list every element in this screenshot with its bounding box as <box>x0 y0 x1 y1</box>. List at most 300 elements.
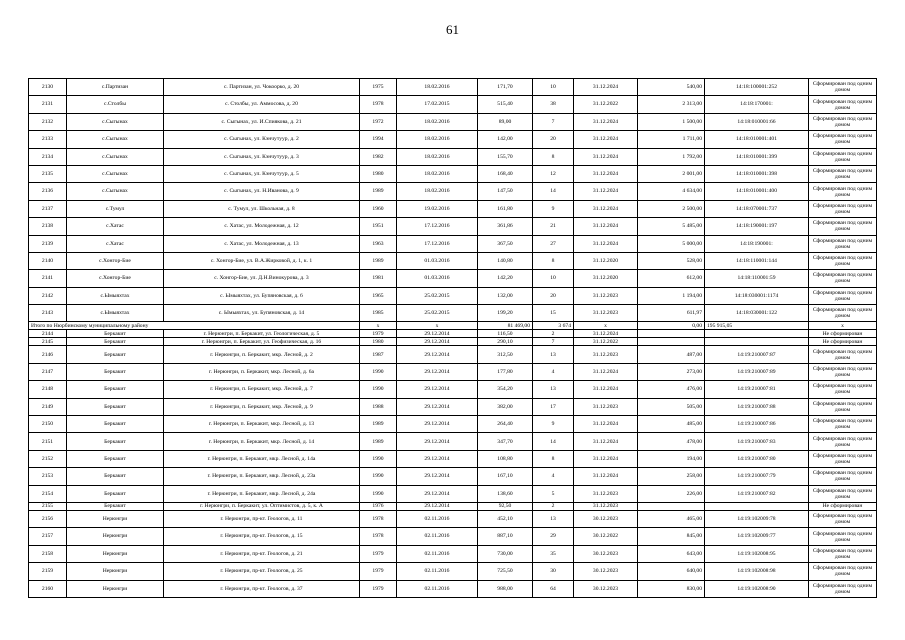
cadastral-number-cell: 14:19:102008:98 <box>705 563 809 580</box>
inclusion-date-cell: 25.02.2015 <box>397 287 478 304</box>
status-cell: Сформирован под одним домом <box>809 485 877 502</box>
deadline-cell: 31.12.2023 <box>574 398 638 415</box>
cadastral-number-cell: 14:19:210007:83 <box>705 433 809 450</box>
table-row <box>29 528 877 545</box>
land-area-cell: 476,00 <box>638 381 705 398</box>
residents-cell: 38 <box>533 96 574 113</box>
table-row <box>29 252 877 269</box>
settlement-cell: Нерюнгри <box>67 545 164 562</box>
inclusion-date-cell: 18.02.2016 <box>397 79 478 96</box>
row-number-cell: 2132 <box>29 113 67 130</box>
area-cell: 264,40 <box>478 416 533 433</box>
residents-cell: 5 <box>533 485 574 502</box>
table-row <box>29 305 877 322</box>
table-row <box>29 381 877 398</box>
row-number-cell: 2152 <box>29 450 67 467</box>
inclusion-date-cell: 17.12.2016 <box>397 218 478 235</box>
area-cell: 177,80 <box>478 363 533 380</box>
land-area-cell: 5 000,00 <box>638 235 705 252</box>
status-cell: Сформирован под одним домом <box>809 528 877 545</box>
area-cell: 138,60 <box>478 485 533 502</box>
area-cell: 171,70 <box>478 79 533 96</box>
land-area-cell: 258,00 <box>638 468 705 485</box>
land-area-cell: 1 500,00 <box>638 113 705 130</box>
year-cell: 1979 <box>360 330 397 338</box>
table-row <box>29 287 877 304</box>
inclusion-date-cell: 29.12.2014 <box>397 381 478 398</box>
row-number-cell: 2158 <box>29 545 67 562</box>
deadline-cell: 31.12.2022 <box>574 96 638 113</box>
land-area-cell <box>638 338 705 346</box>
area-cell: 116,50 <box>478 330 533 338</box>
address-cell: г. Нерюнгри, п. Беркакит, мкр. Лесной, д. 6а <box>164 363 360 380</box>
inclusion-date-cell: 19.02.2016 <box>397 200 478 217</box>
address-cell: с. Хатас, ул. Молодежная, д. 12 <box>164 218 360 235</box>
settlement-cell: Беркакит <box>67 485 164 502</box>
row-number-cell: 2149 <box>29 398 67 415</box>
residents-cell: 7 <box>533 113 574 130</box>
address-cell: г. Нерюнгри, пр-кт. Геологов, д. 15 <box>164 528 360 545</box>
land-area-cell: 830,00 <box>638 580 705 597</box>
settlement-cell: с.Хатас <box>67 235 164 252</box>
address-cell: г. Нерюнгри, п. Беркакит, мкр. Лесной, д. 24а <box>164 485 360 502</box>
area-cell: 89,00 <box>478 113 533 130</box>
residents-cell: 12 <box>533 165 574 182</box>
table-row <box>29 338 877 346</box>
area-cell: 199,20 <box>478 305 533 322</box>
residents-cell: 64 <box>533 580 574 597</box>
settlement-cell: Нерюнгри <box>67 563 164 580</box>
inclusion-date-cell: 18.02.2016 <box>397 113 478 130</box>
table-row <box>29 79 877 96</box>
residents-cell: 17 <box>533 398 574 415</box>
area-cell: 140,80 <box>478 252 533 269</box>
cadastral-number-cell: 14:19:210007:87 <box>705 346 809 363</box>
year-cell: 1990 <box>360 450 397 467</box>
land-area-cell: 1 194,00 <box>638 287 705 304</box>
residents-cell: 9 <box>533 200 574 217</box>
address-cell: с. Партизан, ул. Чокоорко, д. 20 <box>164 79 360 96</box>
residents-cell: 4 <box>533 468 574 485</box>
inclusion-date-cell: 29.12.2014 <box>397 330 478 338</box>
inclusion-date-cell: 29.12.2014 <box>397 502 478 510</box>
year-cell: 1990 <box>360 485 397 502</box>
settlement-cell: с.Тумул <box>67 200 164 217</box>
row-number-cell: 2145 <box>29 338 67 346</box>
deadline-cell: 31.12.2024 <box>574 218 638 235</box>
table-row <box>29 270 877 287</box>
year-cell: 1951 <box>360 218 397 235</box>
settlement-cell: с.Сыгынах <box>67 113 164 130</box>
status-cell: Сформирован под одним домом <box>809 416 877 433</box>
table-row <box>29 398 877 415</box>
settlement-cell: Беркакит <box>67 363 164 380</box>
area-cell: 725,50 <box>478 563 533 580</box>
land-area-cell: 2 500,00 <box>638 200 705 217</box>
cadastral-number-cell: 14:18:190001:197 <box>705 218 809 235</box>
settlement-cell: с.Хонгор-Бие <box>67 252 164 269</box>
year-cell: 1980 <box>360 338 397 346</box>
status-cell: Сформирован под одним домом <box>809 252 877 269</box>
land-area-cell: 2 001,00 <box>638 165 705 182</box>
inclusion-date-cell: 29.12.2014 <box>397 485 478 502</box>
row-number-cell: 2136 <box>29 183 67 200</box>
address-cell: с. Столбы, ул. Аммосова, д. 20 <box>164 96 360 113</box>
land-area-cell: 640,00 <box>638 563 705 580</box>
residents-cell: 2 <box>533 502 574 510</box>
total-date-cell: x <box>397 322 478 330</box>
row-number-cell: 2140 <box>29 252 67 269</box>
land-area-cell: 1 711,00 <box>638 131 705 148</box>
row-number-cell: 2134 <box>29 148 67 165</box>
inclusion-date-cell: 29.12.2014 <box>397 468 478 485</box>
land-area-cell: 485,00 <box>638 416 705 433</box>
status-cell: Сформирован под одним домом <box>809 450 877 467</box>
year-cell: 1990 <box>360 468 397 485</box>
address-cell: г. Нерюнгри, п. Беркакит, ул. Геологическая, д. 5 <box>164 330 360 338</box>
row-number-cell: 2139 <box>29 235 67 252</box>
settlement-cell: с.Ымыяхтах <box>67 287 164 304</box>
row-number-cell: 2155 <box>29 502 67 510</box>
status-cell: Сформирован под одним домом <box>809 165 877 182</box>
row-number-cell: 2133 <box>29 131 67 148</box>
cadastral-number-cell: 14:18:010001:66 <box>705 113 809 130</box>
cadastral-number-cell: 14:19:210007:86 <box>705 416 809 433</box>
land-area-cell: 4 634,00 <box>638 183 705 200</box>
deadline-cell: 31.12.2022 <box>574 338 638 346</box>
inclusion-date-cell: 02.11.2016 <box>397 528 478 545</box>
table-row <box>29 113 877 130</box>
year-cell: 1978 <box>360 528 397 545</box>
table-row <box>29 433 877 450</box>
cadastral-number-cell: 14:19:102009:78 <box>705 510 809 527</box>
deadline-cell: 31.12.2023 <box>574 287 638 304</box>
status-cell: Не сформирован <box>809 502 877 510</box>
cadastral-number-cell: 14:18:110001:144 <box>705 252 809 269</box>
inclusion-date-cell: 17.12.2016 <box>397 235 478 252</box>
status-cell: Сформирован под одним домом <box>809 381 877 398</box>
settlement-cell: с.Сыгынах <box>67 148 164 165</box>
address-cell: г. Нерюнгри, пр-кт. Геологов, д. 25 <box>164 563 360 580</box>
inclusion-date-cell: 18.02.2016 <box>397 165 478 182</box>
table-row <box>29 235 877 252</box>
year-cell: 1988 <box>360 398 397 415</box>
year-cell: 1989 <box>360 252 397 269</box>
cadastral-number-cell: 14:19:210007:79 <box>705 468 809 485</box>
area-cell: 887,10 <box>478 528 533 545</box>
year-cell: 1965 <box>360 287 397 304</box>
address-cell: с. Хатас, ул. Молодежная, д. 13 <box>164 235 360 252</box>
land-area-cell: 465,00 <box>638 510 705 527</box>
table-row <box>29 165 877 182</box>
total-label-cell: Итого по Нюрбинскому муниципальному району <box>29 322 360 330</box>
table-row <box>29 363 877 380</box>
land-area-cell: 2 313,00 <box>638 96 705 113</box>
status-cell: Сформирован под одним домом <box>809 148 877 165</box>
year-cell: 1978 <box>360 96 397 113</box>
inclusion-date-cell: 01.03.2016 <box>397 270 478 287</box>
address-cell: г. Нерюнгри, п. Беркакит, ул. Геофизическая, д. 16 <box>164 338 360 346</box>
cadastral-number-cell: 14:19:210007:88 <box>705 398 809 415</box>
residents-cell: 8 <box>533 148 574 165</box>
land-area-cell <box>638 330 705 338</box>
status-cell: Сформирован под одним домом <box>809 398 877 415</box>
address-cell: с. Ымыяхтах, ул. Бупяновская, д. 6 <box>164 287 360 304</box>
deadline-cell: 31.12.2024 <box>574 113 638 130</box>
year-cell: 1985 <box>360 305 397 322</box>
status-cell: Сформирован под одним домом <box>809 433 877 450</box>
status-cell: Сформирован под одним домом <box>809 287 877 304</box>
table-row <box>29 485 877 502</box>
area-cell: 382,00 <box>478 398 533 415</box>
inclusion-date-cell: 02.11.2016 <box>397 545 478 562</box>
row-number-cell: 2135 <box>29 165 67 182</box>
settlement-cell: Беркакит <box>67 468 164 485</box>
row-number-cell: 2131 <box>29 96 67 113</box>
inclusion-date-cell: 29.12.2014 <box>397 398 478 415</box>
settlement-cell: с.Сыгынах <box>67 183 164 200</box>
land-area-cell: 273,00 <box>638 363 705 380</box>
status-cell: Сформирован под одним домом <box>809 218 877 235</box>
status-cell: Сформирован под одним домом <box>809 346 877 363</box>
row-number-cell: 2147 <box>29 363 67 380</box>
area-cell: 132,00 <box>478 287 533 304</box>
deadline-cell: 30.12.2023 <box>574 545 638 562</box>
year-cell: 1994 <box>360 131 397 148</box>
table-body <box>29 79 877 598</box>
address-cell: г. Нерюнгри, п. Беркакит, мкр. Лесной, д. 13 <box>164 416 360 433</box>
deadline-cell: 31.12.2024 <box>574 433 638 450</box>
deadline-cell: 31.12.2024 <box>574 416 638 433</box>
total-year-cell: x <box>360 322 397 330</box>
deadline-cell: 31.12.2024 <box>574 200 638 217</box>
address-cell: г. Нерюнгри, пр-кт. Геологов, д. 37 <box>164 580 360 597</box>
settlement-cell: Беркакит <box>67 346 164 363</box>
residents-cell: 29 <box>533 528 574 545</box>
residents-cell: 20 <box>533 287 574 304</box>
residents-cell: 10 <box>533 79 574 96</box>
status-cell: Сформирован под одним домом <box>809 131 877 148</box>
settlement-cell: с.Сыгынах <box>67 165 164 182</box>
table-row <box>29 510 877 527</box>
inclusion-date-cell: 25.02.2015 <box>397 305 478 322</box>
cadastral-number-cell <box>705 502 809 510</box>
cadastral-number-cell: 14:18:100001:252 <box>705 79 809 96</box>
cadastral-number-cell: 14:19:102009:77 <box>705 528 809 545</box>
cadastral-number-cell: 14:19:210007:89 <box>705 363 809 380</box>
settlement-cell: Беркакит <box>67 450 164 467</box>
address-cell: с. Сыгынах, ул. Кэнчутуур, д. 5 <box>164 165 360 182</box>
year-cell: 1979 <box>360 545 397 562</box>
address-cell: с. Тумул, ул. Школьная, д. 8 <box>164 200 360 217</box>
table-row <box>29 330 877 338</box>
deadline-cell: 31.12.2020 <box>574 270 638 287</box>
residents-cell: 8 <box>533 252 574 269</box>
deadline-cell: 30.12.2023 <box>574 580 638 597</box>
residents-cell: 14 <box>533 433 574 450</box>
table-row <box>29 545 877 562</box>
row-number-cell: 2153 <box>29 468 67 485</box>
address-cell: г. Нерюнгри, п. Беркакит, мкр. Лесной, д. 9 <box>164 398 360 415</box>
deadline-cell: 31.12.2024 <box>574 381 638 398</box>
row-number-cell: 2142 <box>29 287 67 304</box>
row-number-cell: 2141 <box>29 270 67 287</box>
settlement-cell: с.Столбы <box>67 96 164 113</box>
table-row <box>29 200 877 217</box>
address-cell: г. Нерюнгри, п. Беркакит, ул. Оптимистов, д. 5, к. А <box>164 502 360 510</box>
year-cell: 1981 <box>360 270 397 287</box>
land-area-cell: 478,00 <box>638 433 705 450</box>
row-number-cell: 2143 <box>29 305 67 322</box>
deadline-cell: 30.12.2023 <box>574 510 638 527</box>
land-area-cell: 505,00 <box>638 398 705 415</box>
inclusion-date-cell: 29.12.2014 <box>397 433 478 450</box>
total-row <box>29 322 877 330</box>
row-number-cell: 2144 <box>29 330 67 338</box>
inclusion-date-cell: 02.11.2016 <box>397 510 478 527</box>
area-cell: 515,40 <box>478 96 533 113</box>
residents-cell: 9 <box>533 416 574 433</box>
settlement-cell: с.Хатас <box>67 218 164 235</box>
table-row <box>29 563 877 580</box>
year-cell: 1982 <box>360 148 397 165</box>
address-cell: г. Нерюнгри, пр-кт. Геологов, д. 21 <box>164 545 360 562</box>
inclusion-date-cell: 29.12.2014 <box>397 346 478 363</box>
cadastral-number-cell: 14:19:210007:80 <box>705 450 809 467</box>
total-residents-cell: 3 674 <box>533 322 574 330</box>
deadline-cell: 31.12.2024 <box>574 148 638 165</box>
settlement-cell: Беркакит <box>67 416 164 433</box>
inclusion-date-cell: 29.12.2014 <box>397 363 478 380</box>
cadastral-number-cell: 14:18:010001:398 <box>705 165 809 182</box>
table-row <box>29 580 877 597</box>
settlement-cell: Беркакит <box>67 398 164 415</box>
cadastral-number-cell: 14:18:030001:122 <box>705 305 809 322</box>
table-row <box>29 218 877 235</box>
residents-cell: 13 <box>533 381 574 398</box>
year-cell: 1976 <box>360 502 397 510</box>
area-cell: 367,50 <box>478 235 533 252</box>
land-area-cell: 845,00 <box>638 528 705 545</box>
deadline-cell: 31.12.2024 <box>574 468 638 485</box>
residents-cell: 21 <box>533 218 574 235</box>
row-number-cell: 2146 <box>29 346 67 363</box>
status-cell: Сформирован под одним домом <box>809 510 877 527</box>
table-row <box>29 502 877 510</box>
year-cell: 1990 <box>360 381 397 398</box>
residents-cell: 35 <box>533 545 574 562</box>
deadline-cell: 30.12.2022 <box>574 528 638 545</box>
area-cell: 168,40 <box>478 165 533 182</box>
row-number-cell: 2159 <box>29 563 67 580</box>
inclusion-date-cell: 29.12.2014 <box>397 416 478 433</box>
deadline-cell: 31.12.2024 <box>574 330 638 338</box>
residents-cell: 10 <box>533 270 574 287</box>
status-cell: Сформирован под одним домом <box>809 113 877 130</box>
area-cell: 167,10 <box>478 468 533 485</box>
cadastral-number-cell <box>705 330 809 338</box>
deadline-cell: 31.12.2023 <box>574 502 638 510</box>
total-area-cell: 81 469,00 <box>478 322 533 330</box>
status-cell: Сформирован под одним домом <box>809 580 877 597</box>
deadline-cell: 31.12.2023 <box>574 485 638 502</box>
settlement-cell: Беркакит <box>67 338 164 346</box>
table-row <box>29 416 877 433</box>
residents-cell: 27 <box>533 235 574 252</box>
year-cell: 1963 <box>360 235 397 252</box>
settlement-cell: с.Партизан <box>67 79 164 96</box>
year-cell: 1987 <box>360 346 397 363</box>
area-cell: 988,00 <box>478 580 533 597</box>
residents-cell: 7 <box>533 338 574 346</box>
land-area-cell: 643,00 <box>638 545 705 562</box>
area-cell: 312,50 <box>478 346 533 363</box>
settlement-cell: Беркакит <box>67 330 164 338</box>
year-cell: 1989 <box>360 183 397 200</box>
cadastral-number-cell: 14:19:102008:90 <box>705 580 809 597</box>
status-cell: Не сформирован <box>809 338 877 346</box>
year-cell: 1975 <box>360 79 397 96</box>
year-cell: 1980 <box>360 165 397 182</box>
deadline-cell: 31.12.2024 <box>574 235 638 252</box>
land-area-cell: 226,00 <box>638 485 705 502</box>
area-cell: 147,50 <box>478 183 533 200</box>
year-cell: 1989 <box>360 416 397 433</box>
address-cell: с. Сыгынах, ул. И.Спиякова, д. 21 <box>164 113 360 130</box>
land-area-cell: 1 792,00 <box>638 148 705 165</box>
status-cell: Сформирован под одним домом <box>809 468 877 485</box>
inclusion-date-cell: 01.03.2016 <box>397 252 478 269</box>
land-area-cell <box>638 502 705 510</box>
land-area-cell: 540,00 <box>638 79 705 96</box>
address-cell: г. Нерюнгри, п. Беркакит, мкр. Лесной, д. 14 <box>164 433 360 450</box>
status-cell: Не сформирован <box>809 330 877 338</box>
residents-cell: 15 <box>533 305 574 322</box>
settlement-cell: с.Сыгынах <box>67 131 164 148</box>
cadastral-number-cell: 14:18:010001:401 <box>705 131 809 148</box>
status-cell: Сформирован под одним домом <box>809 235 877 252</box>
table-row <box>29 468 877 485</box>
row-number-cell: 2156 <box>29 510 67 527</box>
area-cell: 155,70 <box>478 148 533 165</box>
deadline-cell: 31.12.2024 <box>574 450 638 467</box>
total-deadline-cell: x <box>574 322 638 330</box>
address-cell: г. Нерюнгри, п. Беркакит, мкр. Лесной, д. 23а <box>164 468 360 485</box>
address-cell: с. Сыгынах, ул. Кэнчутуур, д. 3 <box>164 148 360 165</box>
residents-cell: 4 <box>533 363 574 380</box>
inclusion-date-cell: 17.02.2015 <box>397 96 478 113</box>
table-row <box>29 148 877 165</box>
land-area-cell: 611,97 <box>638 305 705 322</box>
year-cell: 1972 <box>360 113 397 130</box>
status-cell: Сформирован под одним домом <box>809 96 877 113</box>
area-cell: 142,00 <box>478 131 533 148</box>
land-area-cell: 612,00 <box>638 270 705 287</box>
settlement-cell: Беркакит <box>67 381 164 398</box>
year-cell: 1990 <box>360 363 397 380</box>
area-cell: 92,50 <box>478 502 533 510</box>
row-number-cell: 2151 <box>29 433 67 450</box>
settlement-cell: Нерюнгри <box>67 510 164 527</box>
residents-cell: 13 <box>533 346 574 363</box>
deadline-cell: 31.12.2024 <box>574 165 638 182</box>
status-cell: Сформирован под одним домом <box>809 363 877 380</box>
page-number: 61 <box>446 22 459 37</box>
year-cell: 1960 <box>360 200 397 217</box>
address-cell: с. Хонгор-Бие, ул. Д.Н.Винокурова, д. 3 <box>164 270 360 287</box>
residents-cell: 14 <box>533 183 574 200</box>
total-cadastral-cell: x <box>809 322 877 330</box>
